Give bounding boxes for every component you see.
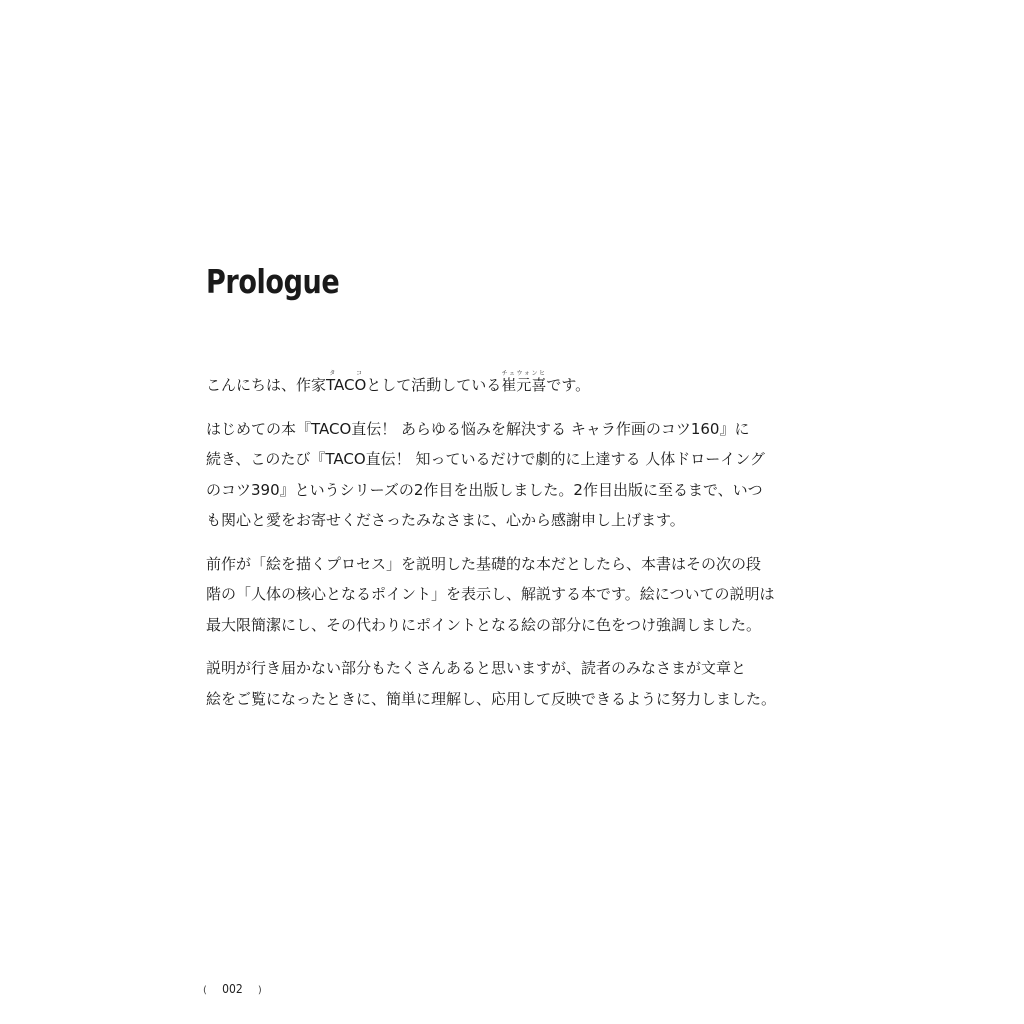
author-name: 崔元喜チェウォンヒ [501,370,547,394]
paragraph-line: のコツ390』というシリーズの2作目を出版しました。2作目出版に至るまで、いつ [206,480,763,499]
page-title: Prologue [206,262,340,301]
paragraph-line: 階の「人体の核心となるポイント」を表示し、解説する本です。絵についての説明は [206,585,775,603]
paragraph-3 [206,653,777,714]
pen-name: TACOタ コ [326,370,367,394]
page-number-folio [203,982,262,996]
paragraph-line: はじめての本『TACO直伝！ あらゆる悩みを解決する キャラ作画のコツ160』に [206,419,750,438]
body-text [206,368,777,727]
folio-open-bracket: ( [203,985,207,996]
paragraph-line: 説明が行き届かない部分もたくさんあると思いますが、読者のみなさまが文章と [206,659,747,677]
paragraph-1 [206,414,766,536]
intro-text-2: として活動している [366,376,502,394]
paragraph-line: も関心と愛をお寄せくださったみなさまに、心から感謝申し上げます。 [206,511,685,529]
paragraph-line: 続き、このたび『TACO直伝！ 知っているだけで劇的に上達する 人体ドローイング [206,450,765,468]
page-number: 002 [222,982,243,996]
paragraph-line: 最大限簡潔にし、その代わりにポイントとなる絵の部分に色をつけ強調しました。 [206,615,762,634]
folio-close-bracket: ) [257,985,262,996]
author-name-ruby: チェウォンヒ [501,370,547,377]
intro-paragraph [206,368,766,401]
paragraph-line: 絵をご覧になったときに、簡単に理解し、応用して反映できるように努力しました。 [206,689,777,708]
intro-line [206,368,766,401]
paragraph-2 [206,549,775,641]
paragraph-line: 前作が「絵を描くプロセス」を説明した基礎的な本だとしたら、本書はその次の段 [206,554,762,573]
intro-text-3: です。 [546,376,591,394]
intro-text-1: こんにちは、作家 [206,376,327,394]
pen-name-ruby: タ コ [326,370,367,377]
